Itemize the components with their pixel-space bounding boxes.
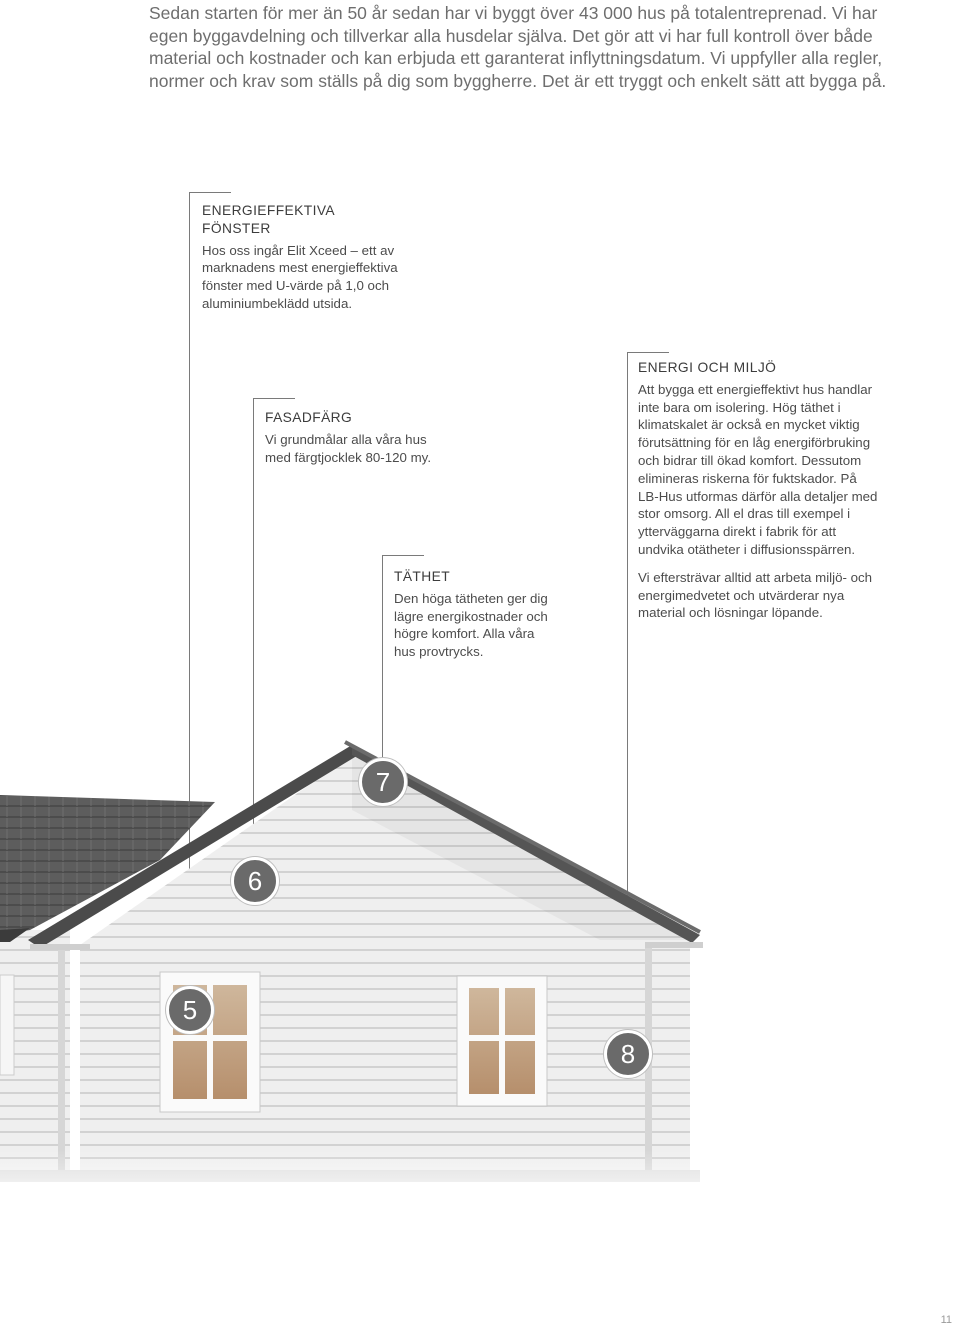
leader-line-energy-cap (627, 352, 669, 353)
callout-energy-environment (638, 359, 880, 622)
ground-fade (0, 1150, 960, 1210)
callout-title-tightness: TÄTHET (394, 569, 451, 584)
intro-paragraph: Sedan starten för mer än 50 år sedan har vi byggt över 43 000 hus på totalentreprenad. Vi har egen byggavdelning och tillverkar alla husdelar själva. Det gör att vi har full kontroll över både material och kostnader och kan erbjuda ett garanterat inflyttningsdatum. Vi uppfyller alla regler, normer och krav som ställs på dig som byggherre. Det är ett tryggt och enkelt sätt att bygga på. (149, 3, 887, 91)
callout-title-windows: ENERGIEFFEKTIVA FÖNSTER (202, 203, 335, 236)
gutter-right (645, 942, 703, 948)
callout-text-energy-2: Vi eftersträvar alltid att arbeta miljö- och energimedvetet och utvärderar nya material och lösningar löpande. (638, 569, 873, 621)
callout-text-energy-1: Att bygga ett energieffektivt hus handlar inte bara om isolering. Hög täthet i klimatskalet är också en mycket viktig förutsättning för en låg energiförbruking och bidrar till ökad komfort. Dessutom elimineras riskerna för fuktskador. På LB-Hus utformas därför alla detaljer med stor omsorg. All el dras till exempel i ytterväggarna direkt i fabrik för att undvika otätheter i diffusionsspärren. (638, 381, 878, 557)
page-number: 11 (940, 1314, 952, 1326)
badge-7: 7 (359, 758, 407, 806)
callout-title-energy: ENERGI OCH MILJÖ (638, 360, 777, 375)
callout-text-tightness: Den höga tätheten ger dig lägre energikostnader och högre komfort. Alla våra hus provtrycks. (394, 590, 548, 660)
callout-energy-windows (202, 202, 407, 313)
callout-title-facade: FASADFÄRG (265, 410, 353, 425)
leader-line-tightness-cap (382, 555, 424, 556)
badge-5: 5 (166, 986, 214, 1034)
callout-facade-paint (265, 409, 445, 466)
callout-text-facade: Vi grundmålar alla våra hus med färgtjocklek 80-120 my. (265, 431, 432, 465)
house-illustration (0, 730, 960, 1330)
left-wing-window (0, 975, 14, 1075)
callout-text-windows: Hos oss ingår Elit Xceed – ett av marknadens mest energieffektiva fönster med U-värde på 1,0 och aluminiumbeklädd utsida. (202, 242, 398, 311)
downpipe-left (58, 950, 65, 1172)
badge-6: 6 (231, 857, 279, 905)
badge-8: 8 (604, 1030, 652, 1078)
gutter-left (30, 944, 90, 950)
callout-tightness (394, 568, 554, 661)
window-right (457, 976, 547, 1106)
leader-line-facade-cap (253, 398, 295, 399)
leader-line-windows-cap (189, 192, 231, 193)
